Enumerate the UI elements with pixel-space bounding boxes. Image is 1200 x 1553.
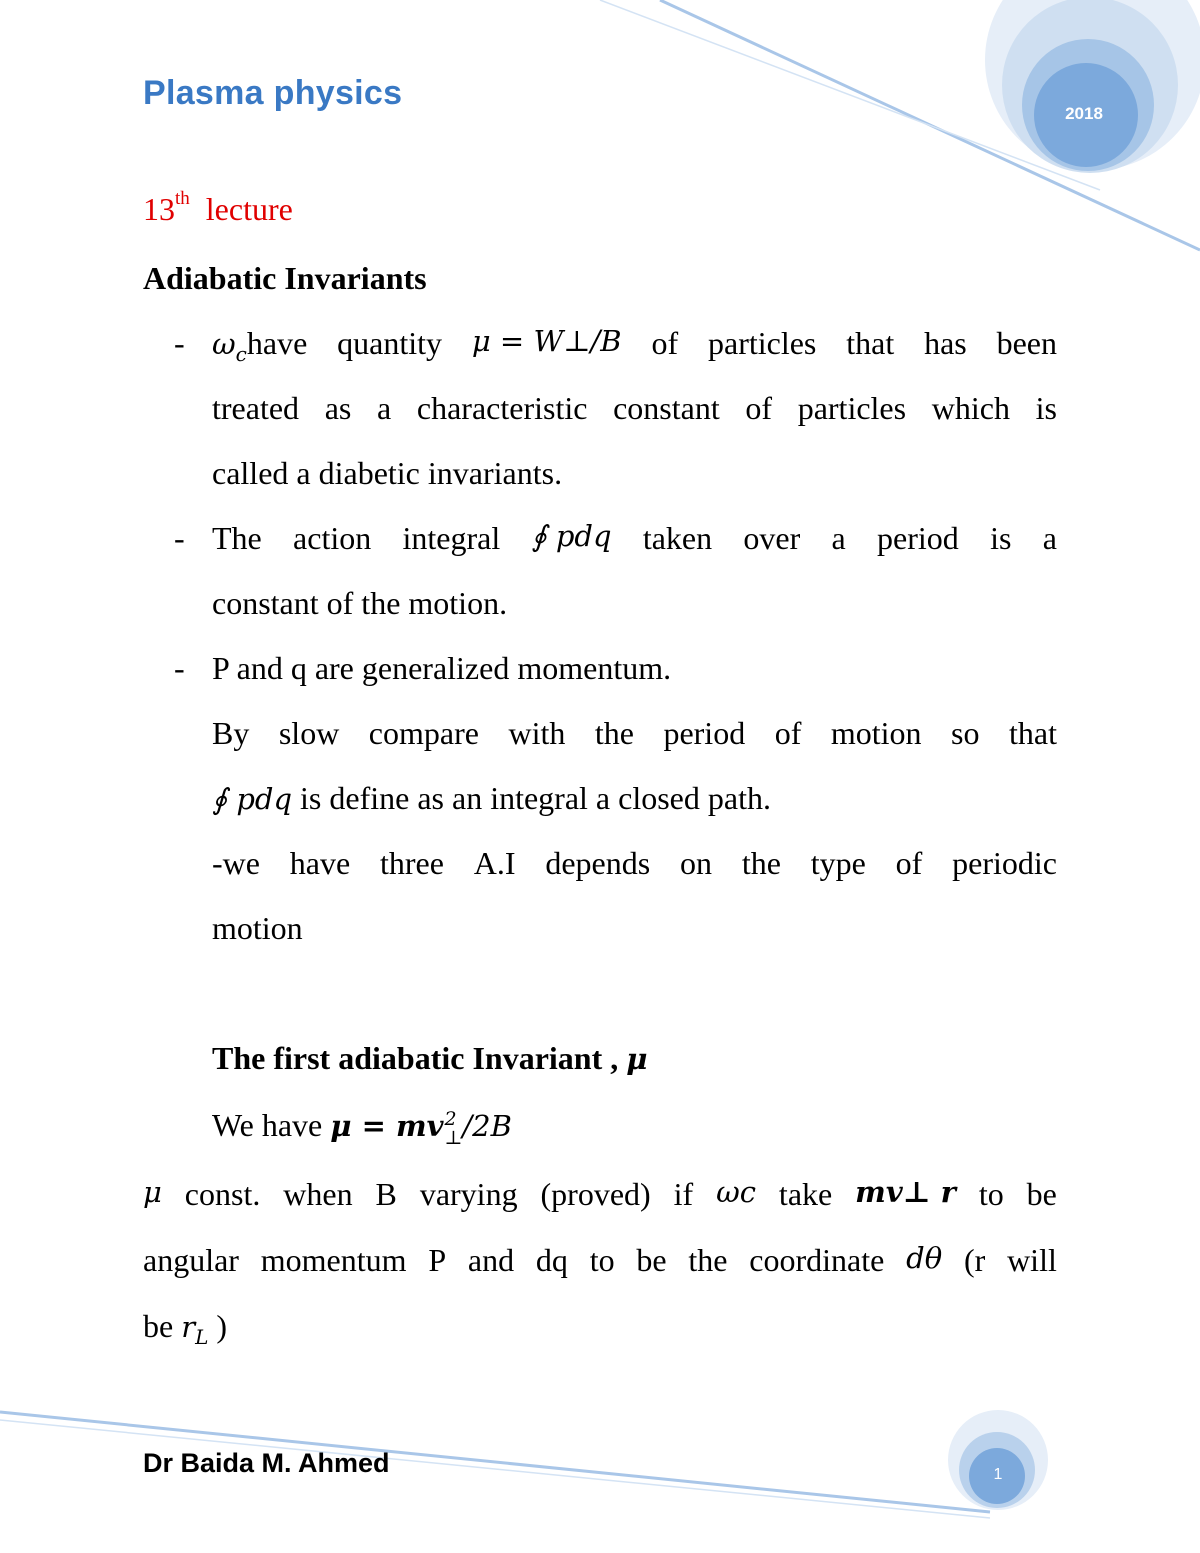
para-word: if	[673, 1176, 694, 1212]
mu-symbol: μ	[626, 1042, 648, 1076]
bullet-2-word: taken	[642, 520, 713, 556]
para-word: (r	[963, 1242, 986, 1278]
para-word: momentum	[260, 1242, 407, 1278]
para-word: with	[508, 715, 566, 751]
para-word: when	[283, 1176, 353, 1212]
bullet-2-word: period	[877, 520, 959, 556]
equation-sup: 2	[444, 1107, 457, 1130]
mu-equation: μ = W⊥/B	[471, 324, 622, 358]
angular-momentum-term: mv⊥ r	[855, 1175, 956, 1209]
bullet-2-line-1	[212, 519, 1057, 556]
bullet-1-word: particles	[707, 325, 817, 361]
para-word: motion	[830, 715, 922, 751]
para-text: is define as an integral a closed path.	[292, 780, 771, 816]
para-word: that	[1008, 715, 1057, 751]
para-word: be	[636, 1242, 667, 1278]
action-integral: ∮ pdq	[531, 519, 612, 553]
r-subscript: L	[195, 1325, 209, 1349]
bullet-1-word: $\omega_chave$	[212, 325, 308, 366]
first-invariant-heading	[212, 1042, 647, 1074]
para-word: depends	[545, 845, 651, 881]
para-text: be	[143, 1308, 182, 1344]
bullet-1-word: has	[924, 325, 967, 361]
closed-integral: ∮ pdq	[212, 782, 293, 816]
para-word: of	[774, 715, 802, 751]
lecture-number	[143, 188, 293, 227]
lecture-suffix: th	[175, 188, 190, 210]
para-word: so	[951, 715, 980, 751]
header-year: 2018	[1065, 104, 1103, 123]
equation-lhs: μ = mv	[330, 1109, 444, 1143]
bullet-3-line-1: P and q are generalized momentum.	[212, 650, 672, 686]
para-word: angular	[143, 1242, 239, 1278]
bullet-dash-2: -	[174, 520, 185, 556]
we-have-text: We have	[212, 1107, 331, 1143]
para-word: the	[594, 715, 634, 751]
para-word: -we	[212, 845, 260, 881]
para-word: of	[895, 845, 923, 881]
bullet-1-word: as	[324, 390, 352, 426]
bullet-1-word: characteristic	[416, 390, 588, 426]
para-word: the	[688, 1242, 728, 1278]
para-word: const.	[184, 1176, 261, 1212]
paragraph-1-line-2	[212, 782, 771, 814]
para-word: to	[589, 1242, 615, 1278]
bullet-1-word: that	[846, 325, 895, 361]
bullet-1-word: a	[377, 390, 392, 426]
para-word: μ	[143, 1175, 162, 1209]
para-word: the	[741, 845, 781, 881]
para-word: coordinate	[749, 1242, 885, 1278]
page-number: 1	[993, 1466, 1003, 1483]
bullet-2-word: action	[293, 520, 372, 556]
para-word: periodic	[952, 845, 1057, 881]
bullet-2-word: integral	[402, 520, 501, 556]
bullet-1-word: treated	[212, 390, 300, 426]
paragraph-1-line-1	[212, 717, 1057, 749]
para-word: will	[1007, 1242, 1057, 1278]
bullet-1-word: particles	[797, 390, 907, 426]
r-symbol: r	[181, 1310, 196, 1344]
bullet-1-word: been	[996, 325, 1057, 361]
para-word: varying	[419, 1176, 518, 1212]
bullet-2-word: a	[831, 520, 846, 556]
equation-rhs: /2B	[462, 1109, 512, 1143]
bullet-1-line-3: called a diabetic invariants.	[212, 455, 563, 491]
paragraph-3-line-3	[143, 1308, 228, 1349]
para-word: period	[663, 715, 746, 751]
we-have-equation	[212, 1109, 512, 1148]
bullet-1-word: constant	[613, 390, 720, 426]
bullet-1-word: which	[931, 390, 1010, 426]
para-word: three	[380, 845, 444, 881]
bullet-dash-3: -	[174, 650, 185, 686]
bullet-2-word: a	[1042, 520, 1057, 556]
para-word: and	[467, 1242, 515, 1278]
paragraph-3-line-2	[143, 1241, 1057, 1278]
section-heading: Adiabatic Invariants	[143, 260, 427, 296]
para-word: type	[810, 845, 866, 881]
d-theta: dθ	[906, 1241, 943, 1275]
para-word: compare	[368, 715, 479, 751]
para-word: dq	[535, 1242, 568, 1278]
lecture-num: 13	[143, 191, 175, 227]
para-word: (proved)	[540, 1176, 651, 1212]
paragraph-2-line-1	[212, 847, 1057, 879]
bullet-1-word: of	[745, 390, 773, 426]
footer-author: Dr Baida M. Ahmed	[143, 1448, 390, 1478]
paragraph-3-line-1	[143, 1175, 1057, 1212]
para-word: take	[778, 1176, 833, 1212]
bullet-1-word: of	[651, 325, 679, 361]
bullet-dash-1: -	[174, 325, 185, 361]
bullet-1-line-2	[212, 392, 1057, 424]
bullet-2-word: is	[990, 520, 1012, 556]
para-word: be	[1026, 1176, 1057, 1212]
bullet-2-word: The	[212, 520, 262, 556]
para-word: P	[428, 1242, 447, 1278]
paragraph-2-line-2: motion	[212, 910, 303, 946]
section-title-text: The first adiabatic Invariant ,	[212, 1040, 627, 1076]
bullet-1-word: is	[1035, 390, 1057, 426]
bullet-1-word: quantity	[337, 325, 442, 361]
para-word: By	[212, 715, 250, 751]
omega-c: ωc	[716, 1175, 756, 1209]
equation-subsup	[444, 1107, 463, 1149]
para-word: on	[680, 845, 713, 881]
bullet-2-line-2: constant of the motion.	[212, 585, 508, 621]
para-text: )	[208, 1308, 228, 1344]
para-word: slow	[278, 715, 340, 751]
document-title: Plasma physics	[143, 74, 403, 112]
para-word: A.I	[473, 845, 516, 881]
para-word: to	[978, 1176, 1004, 1212]
para-word: B	[375, 1176, 397, 1212]
para-word: have	[289, 845, 351, 881]
bullet-1-line-1	[212, 324, 1057, 366]
lecture-word: lecture	[205, 191, 293, 227]
bullet-2-word: over	[743, 520, 801, 556]
equation-sub: ⊥	[444, 1126, 463, 1149]
